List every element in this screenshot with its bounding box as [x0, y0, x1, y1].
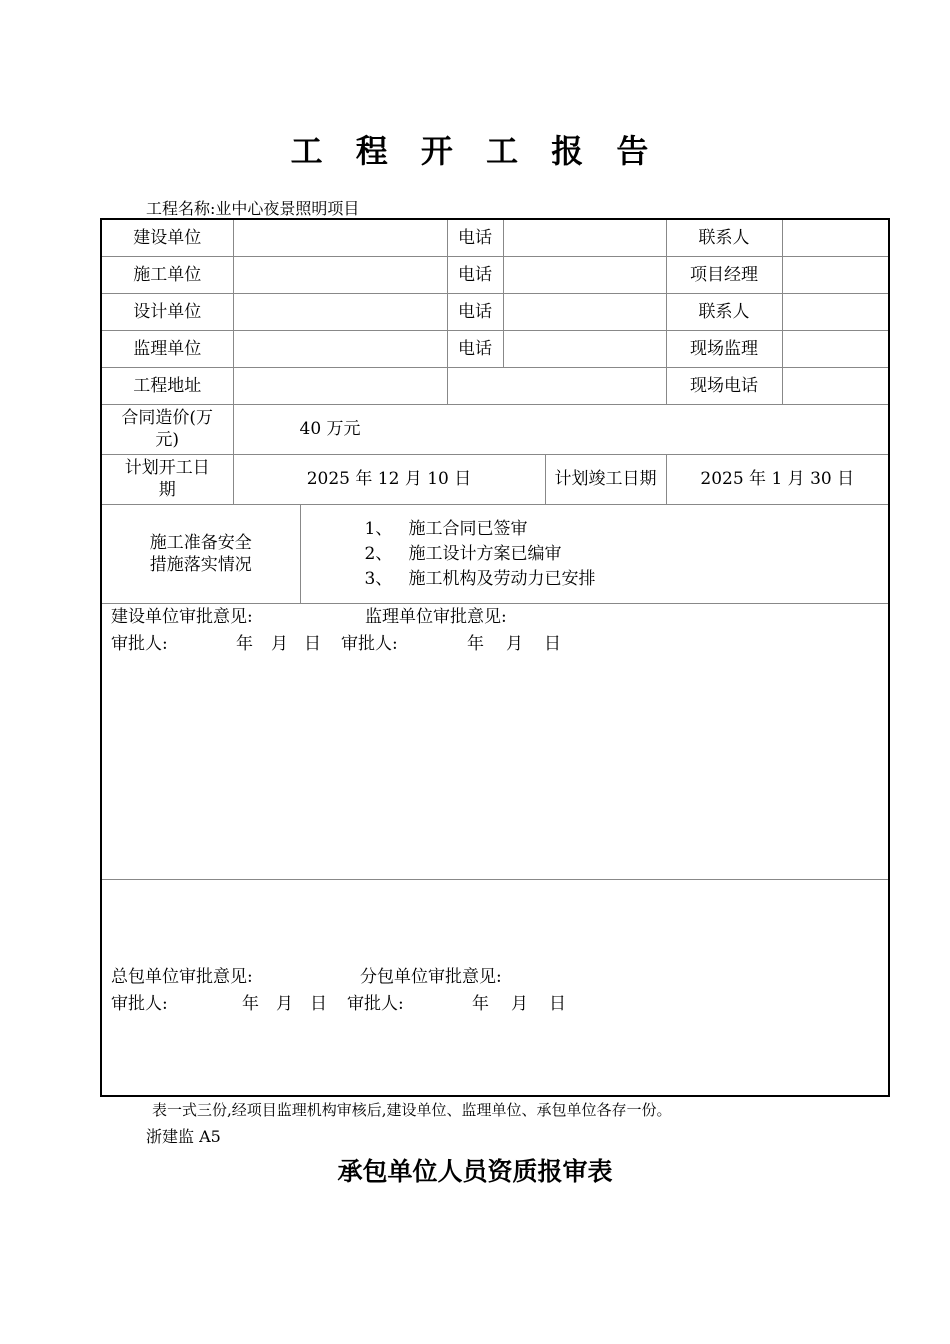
- phone-value-cell[interactable]: [503, 219, 666, 256]
- contact-value-cell[interactable]: [782, 219, 889, 256]
- year-label: 年: [467, 633, 484, 654]
- phone-label: 电话: [447, 293, 503, 330]
- contact-value-cell[interactable]: [782, 367, 889, 404]
- owner-approval-title: 建设单位审批意见:: [111, 606, 253, 627]
- table-row: [101, 293, 889, 330]
- phone-label: 电话: [447, 219, 503, 256]
- end-date-label: 计划竣工日期: [545, 454, 666, 504]
- approval-signatures: [102, 631, 888, 658]
- preparation-label: [101, 504, 300, 603]
- start-date-label: [101, 454, 233, 504]
- end-date-value[interactable]: 2025 年 1 月 30 日: [666, 454, 889, 504]
- address-value-cell-2[interactable]: [447, 367, 666, 404]
- row-label: 监理单位: [101, 330, 233, 367]
- value-cell[interactable]: [233, 219, 447, 256]
- approval-titles: [102, 604, 888, 631]
- preparation-label-line: 措施落实情况: [149, 554, 252, 575]
- phone-value-cell[interactable]: [503, 256, 666, 293]
- contract-label: [101, 404, 233, 454]
- day-label: 日: [310, 993, 327, 1014]
- approval-row-top: [101, 603, 889, 879]
- preparation-label-line: 施工准备安全: [149, 532, 252, 553]
- year-label: 年: [236, 633, 253, 654]
- footnote: 表一式三份,经项目监理机构审核后,建设单位、监理单位、承包单位各存一份。: [152, 1101, 672, 1119]
- month-label: 月: [271, 633, 288, 654]
- row-label: 施工单位: [101, 256, 233, 293]
- phone-value-cell[interactable]: [503, 330, 666, 367]
- start-date-label-line: 期: [158, 480, 176, 500]
- preparation-list: [300, 504, 889, 603]
- approval-titles: [102, 964, 888, 991]
- table-row: [101, 330, 889, 367]
- list-item: 2、 施工设计方案已编审: [364, 543, 562, 564]
- next-form-title: 承包单位人员资质报审表: [337, 1157, 613, 1186]
- contact-value-cell[interactable]: [782, 293, 889, 330]
- approver-label: 审批人:: [111, 993, 168, 1014]
- start-report-table: [100, 218, 890, 1097]
- table-row: [101, 256, 889, 293]
- phone-value-cell[interactable]: [503, 293, 666, 330]
- subcontractor-approval-title: 分包单位审批意见:: [360, 966, 502, 987]
- table-row: [101, 367, 889, 404]
- project-name-value: 业中心夜景照明项目: [215, 199, 360, 218]
- table-row: [101, 454, 889, 504]
- approver-label: 审批人:: [347, 993, 404, 1014]
- contract-label-line: 元): [155, 430, 180, 450]
- day-label: 日: [549, 993, 566, 1014]
- phone-label: 电话: [447, 330, 503, 367]
- form-code: 浙建监 A5: [146, 1127, 221, 1146]
- table-row: [101, 504, 889, 603]
- contract-label-line: 合同造价(万: [121, 408, 214, 428]
- year-label: 年: [472, 993, 489, 1014]
- list-item: 1、 施工合同已签审: [364, 518, 528, 539]
- contact-label: 联系人: [666, 293, 782, 330]
- contact-label: 联系人: [666, 219, 782, 256]
- contact-label: 项目经理: [666, 256, 782, 293]
- day-label: 日: [544, 633, 561, 654]
- approval-row-bottom: [101, 879, 889, 1096]
- contact-value-cell[interactable]: [782, 330, 889, 367]
- row-label: 设计单位: [101, 293, 233, 330]
- month-label: 月: [506, 633, 523, 654]
- contact-value-cell[interactable]: [782, 256, 889, 293]
- contract-value[interactable]: 40 万元: [233, 404, 889, 454]
- day-label: 日: [304, 633, 321, 654]
- list-item: 3、 施工机构及劳动力已安排: [364, 568, 596, 589]
- value-cell[interactable]: [233, 256, 447, 293]
- approval-cell-top[interactable]: [101, 603, 889, 879]
- table-row: [101, 219, 889, 256]
- month-label: 月: [511, 993, 528, 1014]
- month-label: 月: [276, 993, 293, 1014]
- table-row: [101, 404, 889, 454]
- address-value-cell[interactable]: [233, 367, 447, 404]
- approval-signatures: [102, 991, 888, 1018]
- value-cell[interactable]: [233, 330, 447, 367]
- project-name-line: [146, 196, 359, 219]
- row-label: 建设单位: [101, 219, 233, 256]
- contact-label: 现场监理: [666, 330, 782, 367]
- start-date-label-line: 计划开工日: [124, 458, 210, 478]
- approval-cell-bottom[interactable]: [101, 879, 889, 1096]
- row-label: 工程地址: [101, 367, 233, 404]
- project-name-label: 工程名称:: [146, 199, 216, 218]
- year-label: 年: [242, 993, 259, 1014]
- supervisor-approval-title: 监理单位审批意见:: [365, 606, 507, 627]
- approver-label: 审批人:: [341, 633, 398, 654]
- phone-label: 电话: [447, 256, 503, 293]
- page-title: 工 程 开 工 报 告: [290, 132, 660, 170]
- contact-label: 现场电话: [666, 367, 782, 404]
- general-contractor-approval-title: 总包单位审批意见:: [111, 966, 253, 987]
- start-date-value[interactable]: 2025 年 12 月 10 日: [233, 454, 545, 504]
- value-cell[interactable]: [233, 293, 447, 330]
- approver-label: 审批人:: [111, 633, 168, 654]
